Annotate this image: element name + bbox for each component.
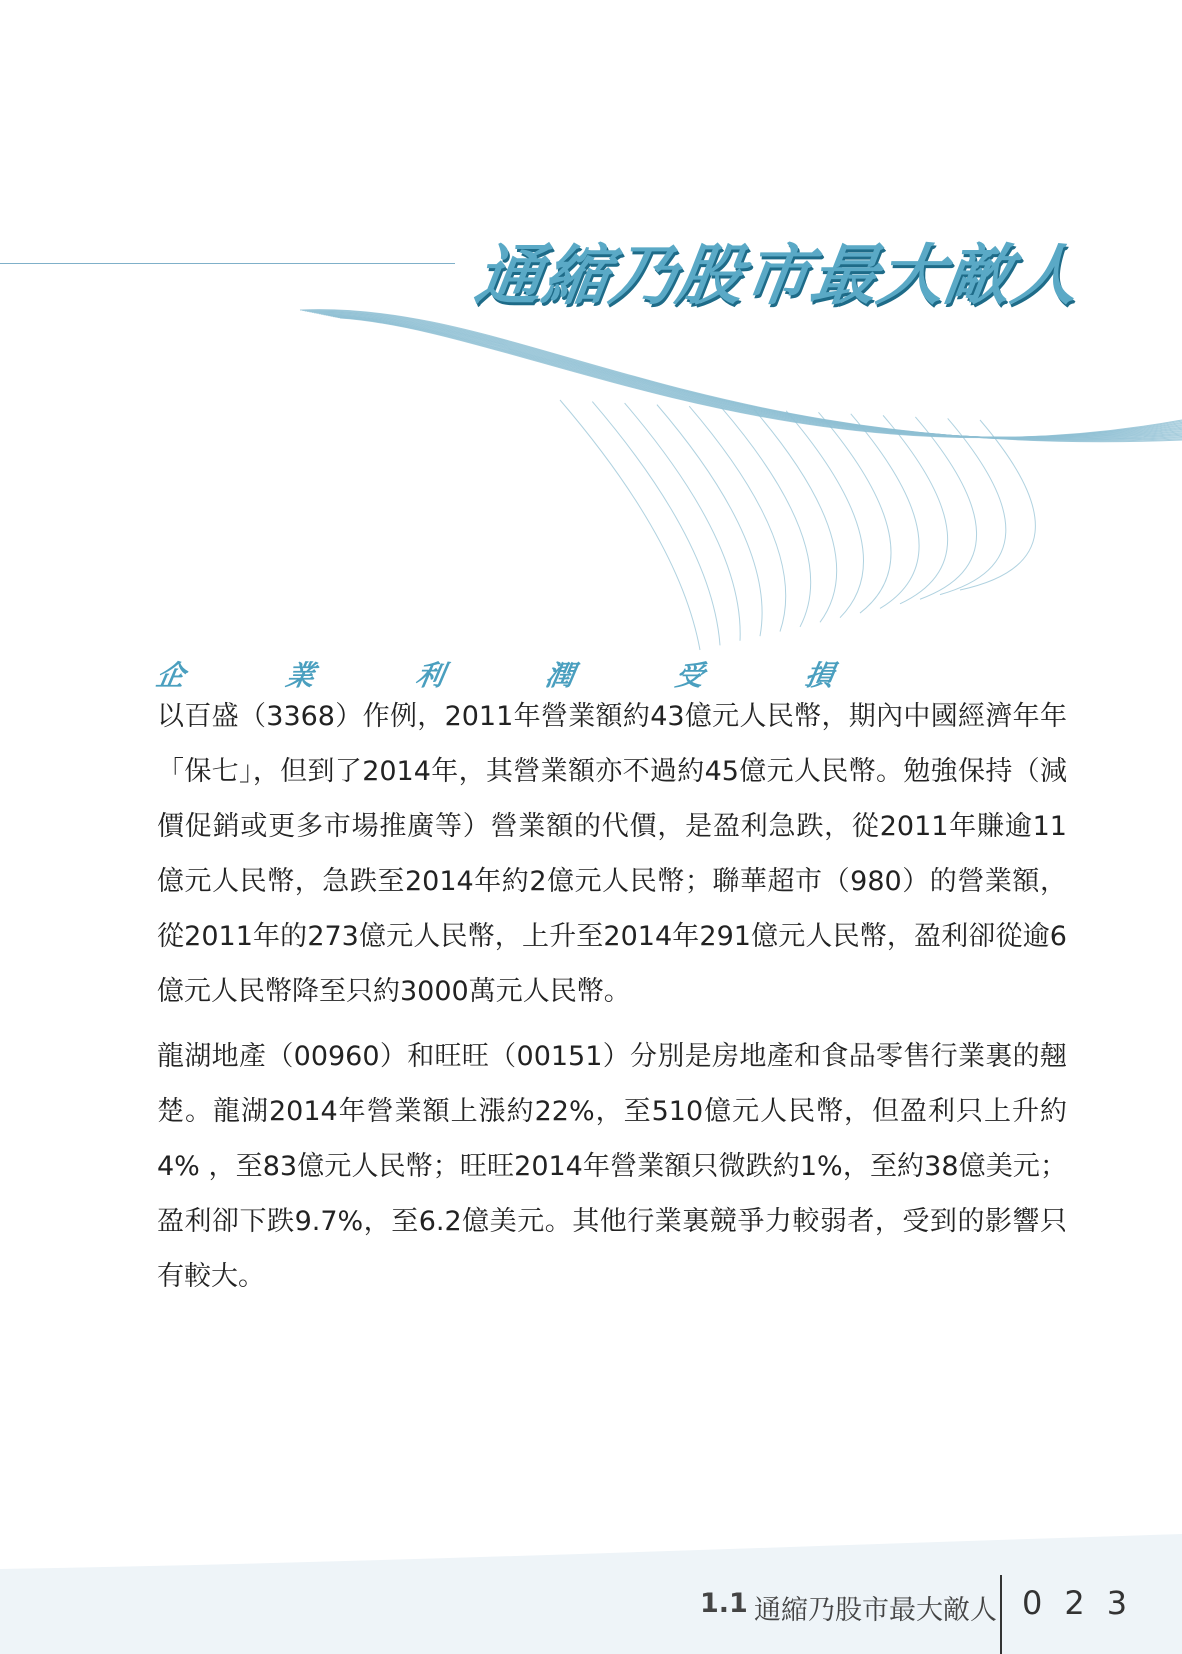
- title-rule: [0, 263, 455, 264]
- wave-line: [940, 418, 1006, 594]
- wave-line: [657, 405, 762, 637]
- wave-line: [560, 400, 700, 650]
- wave-line: [689, 406, 785, 631]
- footer-section-number: 1.1: [700, 1588, 748, 1619]
- footer-band: [0, 1534, 1182, 1654]
- wave-decoration: [0, 280, 1182, 680]
- section-heading: 企 業 利 潤 受 損: [153, 659, 883, 692]
- page-number: 023: [1022, 1584, 1150, 1622]
- wave-line: [883, 415, 948, 603]
- body-paragraph: 以百盛（3368）作例，2011年營業額約43億元人民幣，期內中國經濟年年「保七」，但到了2014年，其營業額亦不過約45億元人民幣。勉強保持（減價促銷或更多市場推廣等）營業額的代價，是盈利急跌，從2011年賺逾11億元人民幣，急跌至2014年約2億元人民幣；聯華超市（980）的營業額，從2011年的273億元人民幣，上升至2014年291億元人民幣，盈利卻從逾6億元人民幣降至只約3000萬元人民幣。: [157, 701, 1067, 1007]
- footer-band-shape: [0, 1534, 1182, 1654]
- wave-line: [915, 417, 976, 599]
- wave-line: [754, 409, 837, 622]
- wave-line: [592, 402, 720, 646]
- wave-line: [786, 411, 863, 618]
- chapter-title: 通縮乃股市最大敵人: [470, 237, 1085, 314]
- wave-line: [818, 412, 891, 613]
- footer-section-title: 通縮乃股市最大敵人: [754, 1595, 997, 1626]
- body-paragraph: 龍湖地產（00960）和旺旺（00151）分別是房地產和食品零售行業裏的翹楚。龍湖2014年營業額上漲約22%，至510億元人民幣，但盈利只上升約4% ，至83億元人民幣；旺旺2014年營業額只微跌約1%，至約38億美元；盈利卻下跌9.7%，至6.2億美元。其他行業裏競爭力較弱者，受到的影響只有較大。: [157, 1041, 1067, 1292]
- wave-line: [625, 403, 741, 641]
- footer-divider: [1000, 1575, 1002, 1654]
